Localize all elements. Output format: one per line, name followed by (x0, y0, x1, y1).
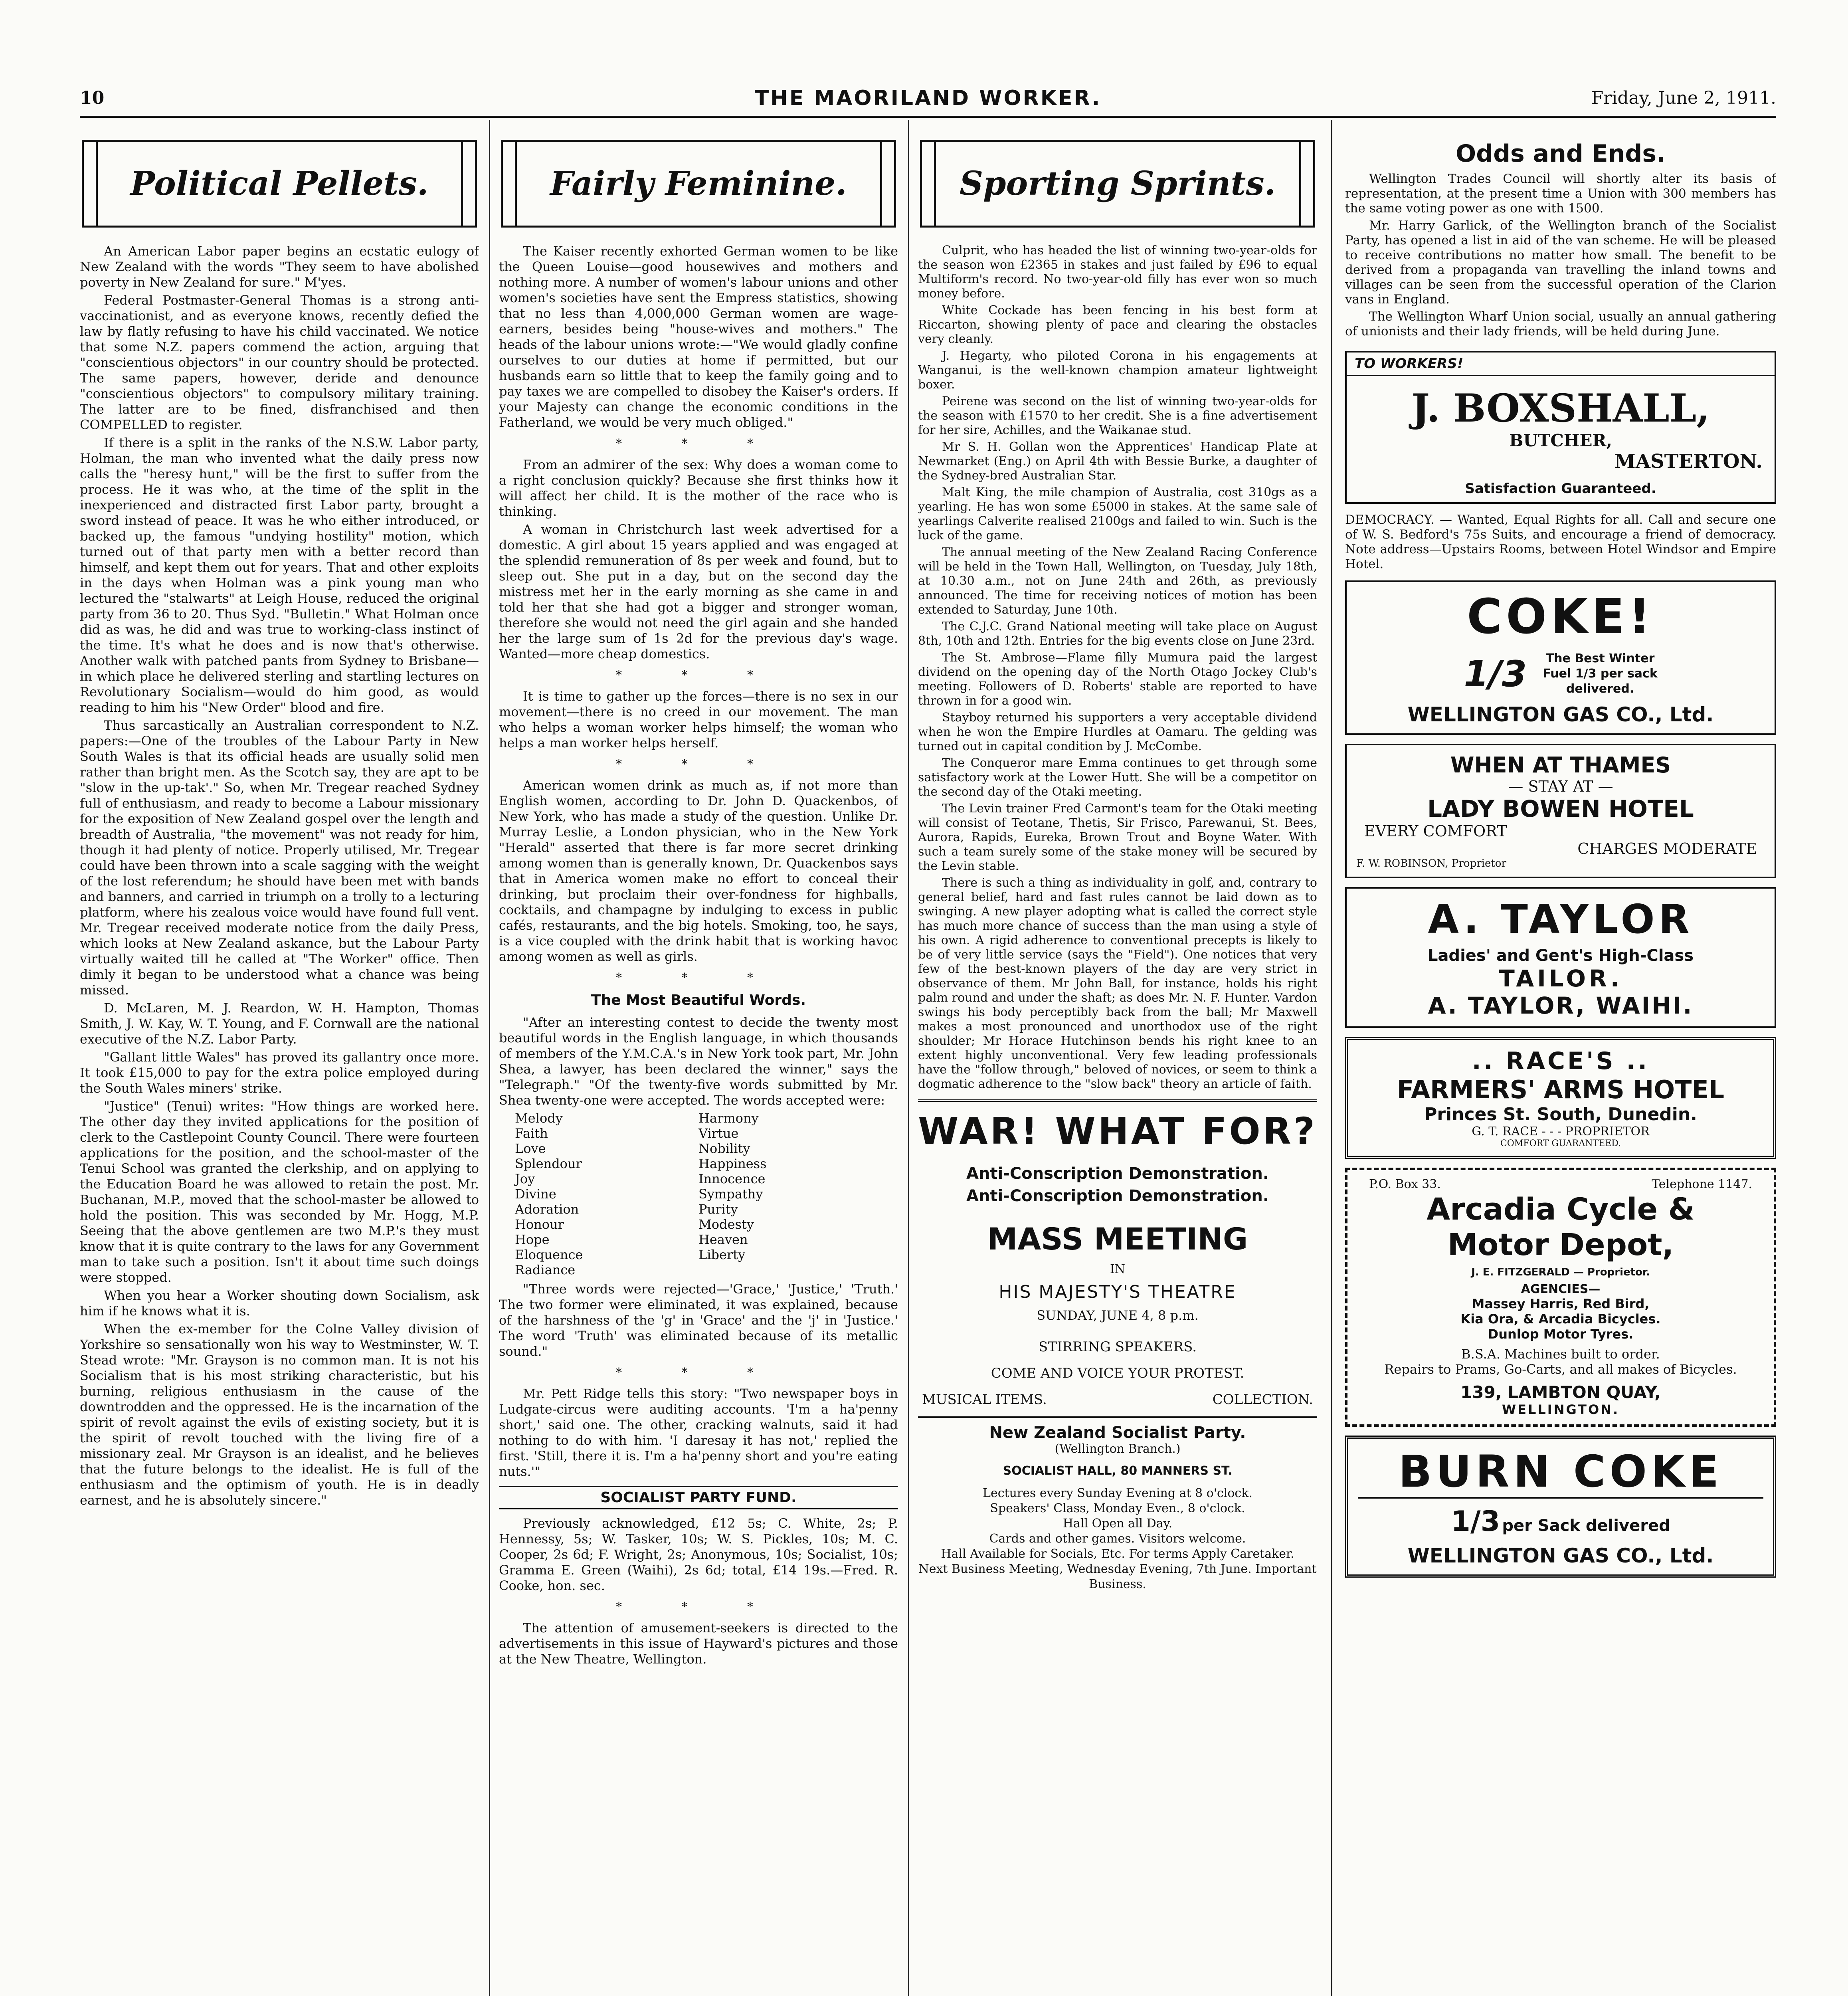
paragraph: White Cockade has been fencing in his best form at Riccarton, showing plenty of pace and clearing the obstacles very cleanly. (918, 303, 1317, 346)
ad-line: BUTCHER, (1509, 431, 1613, 450)
ad-line: 139, LAMBTON QUAY, (1460, 1382, 1661, 1402)
separator-stars: * * * (615, 757, 782, 771)
ad-line: Anti-Conscription Demonstration. (966, 1164, 1269, 1183)
article-body (499, 244, 898, 1667)
word-item: Faith (515, 1126, 548, 1141)
paragraph: Mr S. H. Gollan won the Apprentices' Handicap Plate at Newmarket (Eng.) on April 4th with Bessie Burke, a daughter of the Sydney-bred Australian Star. (918, 440, 1317, 483)
page-number: 10 (80, 88, 105, 108)
ad-line: B.S.A. Machines built to order. (1461, 1347, 1660, 1362)
ad-description: The Best Winter Fuel 1/3 per sack delivered. (1543, 651, 1658, 696)
ad-line: J. E. FITZGERALD — Proprietor. (1471, 1266, 1650, 1278)
article-body (80, 244, 479, 1508)
socialist-party-ad (918, 1416, 1317, 1592)
coke-ad (1345, 580, 1776, 735)
ad-company: WELLINGTON GAS CO., Ltd. (1407, 703, 1714, 726)
word-item: Adoration (515, 1202, 579, 1217)
ad-line: STIRRING SPEAKERS. (1039, 1339, 1197, 1355)
ad-line: .. RACE'S .. (1472, 1047, 1650, 1075)
ad-line: LADY BOWEN HOTEL (1427, 795, 1694, 822)
word-item: Liberty (698, 1247, 746, 1262)
burn-coke-ad (1345, 1436, 1776, 1578)
paragraph: The Kaiser recently exhorted German women to be like the Queen Louise—good housewives and mothers and nothing more. A number of women's labour unions and other women's societies have sent the Empress statistics, showing that no less than 4,000,000 German women are wage-earners, besides being "house-wives and mothers." The heads of the labour unions wrote:—"We would gladly confine ourselves to our duties at home if permitted, but our husbands earn so little that to keep the family going and to pay taxes we are compelled to disobey the Kaiser's orders. If your Majesty can change the economic conditions in the Fatherland, we would be very much obliged." (499, 244, 898, 430)
separator-stars: * * * (615, 971, 782, 985)
word-item: Purity (698, 1202, 738, 1217)
subheading: SOCIALIST PARTY FUND. (499, 1486, 898, 1509)
paragraph: There is such a thing as individuality in golf, and, contrary to general belief, hard and fast rules cannot be laid down as to swinging. A new player adopting what is called the correct style has much more chance of success than the man using a style of his own. A rigid adherence to conventional precepts is likely to be of very little service (says the "Field"). One notices that very few of the best-known players of the day are very strict in observance of them. Mr John Ball, for instance, holds his right palm round and under the shaft; as does Mr. N. F. Hunter. Vardon swings his body perceptibly back from the ball; Mr Maxwell makes a most pronounced and unorthodox use of the right shoulder; Mr Horace Hutchinson bends his right knee to an extent highly unconventional. Very few leading professionals have the "follow through," beloved of novices, or seem to think a dogmatic adherence to the "slow back" theory an article of faith. (918, 876, 1317, 1091)
word-item: Nobility (698, 1141, 750, 1156)
paragraph: Mr. Harry Garlick, of the Wellington branch of the Socialist Party, has opened a list in aid of the van scheme. He will be pleased to receive contributions no matter how small. The benefit to be derived from a propaganda van travelling the inland towns and villages can be seen from the successful operation of the Clarion vans in England. (1345, 218, 1776, 307)
ad-description: per Sack delivered (1502, 1517, 1670, 1535)
ad-telephone: Telephone 1147. (1652, 1177, 1752, 1191)
democracy-notice (1345, 513, 1776, 572)
word-item: Harmony (698, 1111, 759, 1126)
paragraph: Malt King, the mile champion of Australia, cost 310gs as a yearling. He has won some £5000 in stakes. At the same sale of yearlings Calverite realised 2100gs and failed to win. Such is the luck of the game. (918, 485, 1317, 543)
ad-line: Hall Open all Day. (1063, 1517, 1173, 1531)
paragraph: Stayboy returned his supporters a very acceptable dividend when he won the Empire Hurdles at Oamaru. The gelding was turned out in capital condition by J. McCombe. (918, 711, 1317, 753)
separator-stars: * * * (615, 1366, 782, 1380)
word-item: Happiness (698, 1156, 767, 1171)
paragraph: Federal Postmaster-General Thomas is a strong anti-vaccinationist, and as everyone knows, recently defied the law by flatly refusing to have his child vaccinated. We notice that some N.Z. papers commend the action, arguing that "conscientious objectors" in our country should be protected. The same papers, however, deride and denounce "conscientious objectors" to compulsory military training. The latter are to be fined, disfranchised and then COMPELLED to register. (80, 293, 479, 432)
lady-bowen-hotel-ad (1345, 744, 1776, 878)
paragraph: When the ex-member for the Colne Valley division of Yorkshire so sensationally won his way to Westminster, W. T. Stead wrote: "Mr. Grayson is no common man. It is not his Socialism that is his most striking characteristic, but his burning, religious enthusiasm in the cause of the downtrodden and the oppressed. He is the incarnation of the spirit of revolt against the evils of existing society, but it is the spirit of revolt touched with the living fire of a missionary zeal. Mr Grayson is an idealist, and he believes that the future belongs to the idealist. He is full of the enthusiasm and the optimism of youth. He is in deadly earnest, and he is absolutely sincere." (80, 1321, 479, 1508)
ad-line: Lectures every Sunday Evening at 8 o'clock. (983, 1486, 1252, 1500)
section-heading: Political Pellets. (96, 140, 463, 228)
column-rule (908, 120, 909, 1996)
ad-line: SOCIALIST HALL, 80 MANNERS ST. (1003, 1464, 1233, 1478)
paragraph: The C.J.C. Grand National meeting will take place on August 8th, 10th and 12th. Entries for the big events close on June 23rd. (918, 620, 1317, 648)
section-heading: Fairly Feminine. (515, 140, 882, 228)
word-item: Divine (515, 1186, 556, 1202)
anti-conscription-ad (918, 1099, 1317, 1408)
paragraph: The annual meeting of the New Zealand Racing Conference will be held in the Town Hall, Wellington, on Tuesday, July 18th, at 10.30 a.m., not on June 24th and 26th, as previously announced. The time for receiving notices of motion has been extended to Saturday, June 10th. (918, 545, 1317, 617)
ad-line: (Wellington Branch.) (1055, 1442, 1181, 1456)
paragraph: Previously acknowledged, £12 5s; C. White, 2s; P. Hennessy, 5s; W. Tasker, 10s; W. S. Pickles, 10s; M. C. Cooper, 2s 6d; F. Wright, 2s; Anonymous, 10s; Socialist, 10s; Gramma E. Green (Waihi), 2s 6d; total, £14 19s.—Fred. R. Cooke, hon. sec. (499, 1516, 898, 1593)
ad-line: Speakers' Class, Monday Even., 8 o'clock. (990, 1501, 1245, 1515)
ad-line: COMFORT GUARANTEED. (1500, 1139, 1621, 1148)
article-body (918, 244, 1317, 1091)
paragraph: Peirene was second on the list of winning two-year-olds for the season with £1570 to her credit. She is a fine advertisement for her sire, Achilles, and the Waikanae stud. (918, 394, 1317, 437)
ad-line: Cards and other games. Visitors welcome. (989, 1532, 1246, 1546)
article-body (1345, 172, 1776, 339)
separator-stars: * * * (615, 668, 782, 682)
word-item: Virtue (698, 1126, 739, 1141)
word-list (515, 1111, 882, 1277)
ad-mass-meeting: MASS MEETING (987, 1221, 1248, 1257)
ad-price-row (1358, 1505, 1763, 1538)
ad-headline: COKE! (1467, 589, 1654, 645)
taylor-tailor-ad (1345, 887, 1776, 1028)
column-rule (1331, 120, 1332, 1996)
ad-line: Ladies' and Gent's High-Class (1427, 947, 1694, 965)
paragraph: An American Labor paper begins an ecstatic eulogy of New Zealand with the words "They seem to have abolished poverty in New Zealand for sure." M'yes. (80, 244, 479, 290)
paragraph: The attention of amusement-seekers is directed to the advertisements in this issue of Hayward's pictures and those at the New Theatre, Wellington. (499, 1620, 898, 1667)
paragraph: It is time to gather up the forces—there is no sex in our movement—there is no creed in our movement. The man who helps a woman worker helps himself; the woman who helps a man worker helps herself. (499, 689, 898, 750)
ad-line: Repairs to Prams, Go-Carts, and all makes of Bicycles. (1384, 1362, 1737, 1377)
paragraph: The Wellington Wharf Union social, usually an annual gathering of unionists and their lady friends, will be held during June. (1345, 309, 1776, 339)
ad-collection: COLLECTION. (1212, 1392, 1313, 1408)
ad-line: Kia Ora, & Arcadia Bicycles. (1460, 1311, 1661, 1327)
word-list-left (515, 1111, 698, 1277)
boxshall-ad (1345, 351, 1776, 504)
ad-contact-row (1357, 1177, 1764, 1191)
separator-stars: * * * (615, 437, 782, 451)
ad-date: SUNDAY, JUNE 4, 8 p.m. (1037, 1308, 1199, 1323)
paragraph: J. Hegarty, who piloted Corona in his engagements at Wanganui, is the well-known champion amateur lightweight boxer. (918, 349, 1317, 392)
paragraph: Mr. Pett Ridge tells this story: "Two newspaper boys in Ludgate-circus were auditing accounts. 'I'm a ha'penny short,' said one. The other, cracking walnuts, said it had nothing to do with him. 'I daresay it has not,' replied the first. 'Still, there it is. I'm a ha'penny short and you're eating nuts.'" (499, 1386, 898, 1479)
ad-name: A. TAYLOR (1428, 896, 1694, 943)
ad-name: J. BOXSHALL, (1411, 386, 1710, 431)
newspaper-title: THE MAORILAND WORKER. (754, 86, 1102, 110)
word-list-right (698, 1111, 882, 1277)
ad-line: G. T. RACE - - - PROPRIETOR (1472, 1125, 1650, 1139)
subheading: The Most Beautiful Words. (591, 992, 806, 1008)
ad-line: TO WORKERS! (1347, 352, 1775, 376)
ad-line: WHEN AT THAMES (1450, 752, 1671, 778)
ad-line: Anti-Conscription Demonstration. (966, 1187, 1269, 1205)
ad-line: Massey Harris, Red Bird, (1472, 1296, 1650, 1311)
paragraph: "Three words were rejected—'Grace,' 'Justice,' 'Truth.' The two former were eliminated, it was explained, because of the harshness of the 'g' in 'Grace' and the 'j' in 'Justice.' The word 'Truth' was eliminated because of its metallic sound." (499, 1281, 898, 1359)
column-political-pellets (80, 132, 479, 1996)
paragraph: A woman in Christchurch last week advertised for a domestic. A girl about 15 years applied and was engaged at the splendid remuneration of 8s per week and found, but to sleep out. She put in a day, but on the second day the mistress met her in the early morning as she came in and told her that she had got a bigger and stronger woman, therefore she would not need the girl again and she handed her the large sum of 1s 2d for the previous day's wage. Wanted—more cheap domestics. (499, 522, 898, 661)
ad-price: 1/3 (1451, 1505, 1500, 1538)
word-item: Eloquence (515, 1247, 583, 1262)
masthead (80, 84, 1776, 120)
paragraph: Thus sarcastically an Australian correspondent to N.Z. papers:—One of the troubles of the Labour Party in New South Wales is that its official heads are usually solid men rather than bright men. As the Scotch say, they are apt to be "slow in the up-tak'." So, when Mr. Tregear reached Sydney full of enthusiasm, and ready to become a Labour missionary for the exposition of New Zealand gospel over the length and breadth of Australia, "the movement" was not ready for him, though it had plenty of notice. Properly utilised, Mr. Tregear could have been thrown into a scale sagging with the weight of the lost referendum; he should have been met with bands and banners, and carried in triumph on a trolly to a lecturing platform, where his zealous voice would have found full vent. Mr. Tregear received moderate notice from the daily Press, which looks at New Zealand askance, but the Labour Party virtually waited till he called at "The Worker" office. Then dimly it began to be understood what a chance was being missed. (80, 718, 479, 998)
ad-in: IN (1110, 1262, 1126, 1276)
ad-title: New Zealand Socialist Party. (989, 1424, 1246, 1442)
word-item: Love (515, 1141, 546, 1156)
arcadia-cycle-ad (1345, 1168, 1776, 1427)
paragraph: "Justice" (Tenui) writes: "How things are worked here. The other day they invited applications for the position of clerk to the Castlepoint County Council. There were fourteen applications for the position, and the school-master of the Tenui School was granted the clerkship, and on applying to the Education Board he was allowed to retain the post. Mr. Buchanan, M.P., moved that the school-master be allowed to hold the position. This was seconded by Mr. Hogg, M.P. Seeing that the above gentlemen are two M.P.'s they must know that it is quite contrary to the laws for any Government man to take such a position. Isn't it about time such doings were stopped. (80, 1099, 479, 1285)
paragraph: The Conqueror mare Emma continues to get through some satisfactory work at the Lower Hutt. She will be a competitor on the second day of the Otaki meeting. (918, 756, 1317, 799)
column-rule (489, 120, 490, 1996)
ad-line: COME AND VOICE YOUR PROTEST. (991, 1365, 1245, 1381)
ad-headline: WAR! WHAT FOR? (918, 1110, 1317, 1152)
ad-line: — STAY AT — (1508, 778, 1613, 795)
word-item: Splendour (515, 1156, 582, 1171)
ad-line: AGENCIES— (1521, 1282, 1601, 1296)
ad-line: EVERY COMFORT (1364, 822, 1507, 840)
paragraph: "Gallant little Wales" has proved its gallantry once more. It took £15,000 to pay for the extra police employed during the South Wales miners' strike. (80, 1049, 479, 1096)
ad-price: 1/3 (1464, 653, 1527, 695)
word-item: Modesty (698, 1217, 754, 1232)
section-heading: Sporting Sprints. (934, 140, 1301, 228)
ad-line: Satisfaction Guaranteed. (1465, 481, 1656, 497)
paragraph: The Levin trainer Fred Carmont's team for the Otaki meeting will consist of Teotane, Thetis, Sir Frisco, Parewanui, St. Bees, Aurora, Rapids, Eureka, Brown Trout and Boyne Water. With such a team surely some of the stake money will be secured by the Levin stable. (918, 802, 1317, 873)
word-item: Melody (515, 1111, 563, 1126)
ad-company: WELLINGTON GAS CO., Ltd. (1407, 1544, 1714, 1567)
ad-line: TAILOR. (1499, 965, 1622, 992)
column-fairly-feminine (499, 132, 898, 1996)
word-item: Sympathy (698, 1186, 763, 1202)
issue-date: Friday, June 2, 1911. (1591, 88, 1776, 108)
paragraph: Wellington Trades Council will shortly alter its basis of representation, at the present time a Union with 300 members has the same voting power as one with 1500. (1345, 172, 1776, 216)
ad-line: WELLINGTON. (1502, 1402, 1620, 1417)
ad-name: Arcadia Cycle & (1427, 1191, 1695, 1227)
paragraph: From an admirer of the sex: Why does a woman come to a right conclusion quickly? Because she first thinks how it will affect her child. It is the mother of the race who is thinking. (499, 457, 898, 519)
ad-line: Next Business Meeting, Wednesday Evening, 7th June. Important Business. (918, 1562, 1317, 1591)
paragraph: When you hear a Worker shouting down Socialism, ask him if he knows what it is. (80, 1288, 479, 1319)
masthead-rule (80, 116, 1776, 118)
word-item: Joy (515, 1171, 535, 1186)
word-item: Heaven (698, 1232, 748, 1247)
word-item: Honour (515, 1217, 564, 1232)
paragraph: D. McLaren, M. J. Reardon, W. H. Hampton, Thomas Smith, J. W. Kay, W. T. Young, and F. Cornwall are the national executive of the N.Z. Labor Party. (80, 1000, 479, 1047)
column-odds-and-ends (1345, 132, 1776, 1996)
ad-po-box: P.O. Box 33. (1369, 1177, 1441, 1191)
ad-name: Motor Depot, (1447, 1227, 1674, 1262)
paragraph: If there is a split in the ranks of the N.S.W. Labor party, Holman, the man who invented what the daily press now calls the "heresy hunt," will be the first to suffer from the process. He it was who, at the time of the split in the inexperienced and distracted first Labor party, brought a sword instead of peace. It was he who either introduced, or backed up, the famous "undying hostility" motion, which turned out of that party men with a better record than himself, and kept them out for years. That and other exploits in the days when Holman was a pink young man who lectured the "stalwarts" at Leigh House, reduced the original party from 36 to 20. Thus Syd. "Bulletin." What Holman once did as was, he did and was true to working-class instinct of the time. It's what he does and is now that's otherwise. Another walk with patched pants from Sydney to Brisbane—in which place he delivered sterling and startling lectures on Revolutionary Socialism—would do him good, as would reading to him his "New Order" blood and fire. (80, 435, 479, 715)
ad-line: FARMERS' ARMS HOTEL (1397, 1075, 1725, 1104)
word-item: Radiance (515, 1262, 576, 1277)
farmers-arms-hotel-ad (1345, 1037, 1776, 1159)
section-heading: Odds and Ends. (1456, 140, 1666, 168)
ad-line: A. TAYLOR, WAIHI. (1428, 992, 1694, 1019)
separator-stars: * * * (615, 1600, 782, 1614)
paragraph: American women drink as much as, if not more than English women, according to Dr. John D. Quackenbos, of New York, who has made a study of the question. Unlike Dr. Murray Leslie, a London physician, who in the New York "Herald" asserted that there is far more secret drinking among women than is generally known, Dr. Quackenbos says that in America women make no effort to conceal their drinking, but proclaim their over-fondness for highballs, cocktails, and champagne by indulging to excess in public cafés, restaurants, and the big hotels. Smoking, too, he says, is a vice coupled with the drink habit that is working havoc among women as well as girls. (499, 778, 898, 964)
ad-line: CHARGES MODERATE (1577, 840, 1757, 857)
ad-line: Hall Available for Socials, Etc. For terms Apply Caretaker. (941, 1547, 1294, 1561)
paragraph: Culprit, who has headed the list of winning two-year-olds for the season won £2365 in stakes and just failed by £96 to equal Multiform's record. No two-year-old filly has ever won so much money before. (918, 244, 1317, 301)
paragraph: "After an interesting contest to decide the twenty most beautiful words in the English language, in which thousands of members of the Y.M.C.A.'s in New York took part, Mr. John Shea, a lawyer, has been declared the winner," says the "Telegraph." "Of the twenty-five words submitted by Mr. Shea twenty-one were accepted. The words accepted were: (499, 1015, 898, 1108)
ad-line: F. W. ROBINSON, Proprietor (1356, 857, 1506, 869)
paragraph: The St. Ambrose—Flame filly Mumura paid the largest dividend on the opening day of the North Otago Jockey Club's meeting. Followers of D. Roberts' stable are reported to have thrown in for a good win. (918, 651, 1317, 708)
ad-line: Princes St. South, Dunedin. (1424, 1104, 1697, 1125)
ad-line (918, 1392, 1317, 1408)
column-sporting-sprints (918, 132, 1317, 1996)
ad-venue: HIS MAJESTY'S THEATRE (999, 1282, 1237, 1302)
ad-line: Dunlop Motor Tyres. (1488, 1327, 1634, 1342)
word-item: Hope (515, 1232, 550, 1247)
word-item: Innocence (698, 1171, 766, 1186)
ad-price-row (1356, 651, 1765, 697)
ad-line: MASTERTON. (1614, 450, 1763, 473)
ad-headline: BURN COKE (1358, 1446, 1763, 1499)
paragraph: DEMOCRACY. — Wanted, Equal Rights for all. Call and secure one of W. S. Bedford's 75s Suits, and encourage a friend of democracy. Note address—Upstairs Rooms, between Hotel Windsor and Empire Hotel. (1345, 513, 1776, 571)
ad-musical: MUSICAL ITEMS. (922, 1392, 1047, 1408)
